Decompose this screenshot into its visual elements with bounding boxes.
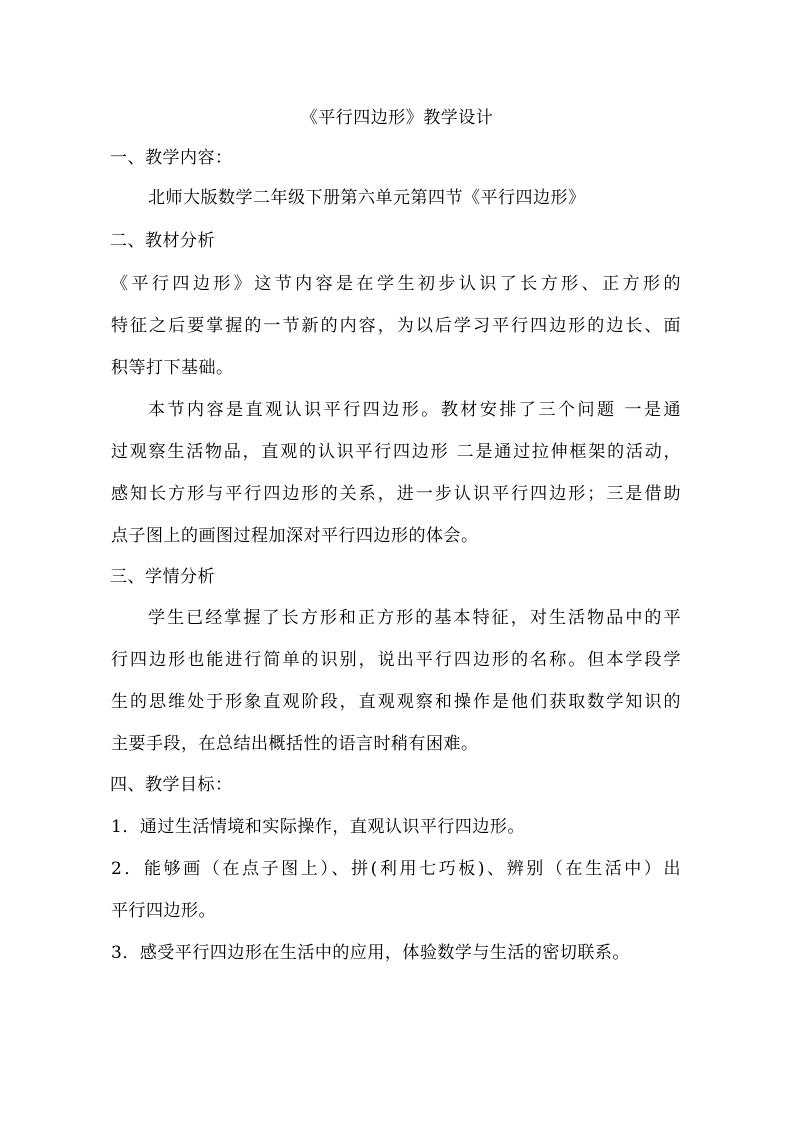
goal-item: 3．感受平行四边形在生活中的应用，体验数学与生活的密切联系。 — [111, 943, 630, 963]
goal-item: 2．能够画（在点子图上）、拼(利用七巧板)、辨别（在生活中）出 — [111, 859, 681, 879]
section-heading-teaching-goals: 四、教学目标： — [110, 775, 233, 795]
paragraph-line: 主要手段，在总结出概括性的语言时稍有困难。 — [111, 734, 479, 754]
paragraph-line: 生的思维处于形象直观阶段，直观观察和操作是他们获取数学知识的 — [111, 692, 681, 712]
goal-item: 1．通过生活情境和实际操作，直观认识平行四边形。 — [111, 817, 525, 837]
paragraph-line: 《平行四边形》这节内容是在学生初步认识了长方形、正方形的 — [111, 274, 681, 294]
paragraph-line: 行四边形也能进行简单的识别，说出平行四边形的名称。但本学段学 — [111, 650, 681, 670]
paragraph-line: 积等打下基础。 — [111, 358, 234, 378]
paragraph-line: 点子图上的画图过程加深对平行四边形的体会。 — [111, 526, 479, 546]
paragraph-line: 北师大版数学二年级下册第六单元第四节《平行四边形》 — [148, 188, 586, 208]
goal-item-continuation: 平行四边形。 — [111, 901, 216, 921]
paragraph-line: 过观察生活物品，直观的认识平行四边形 二是通过拉伸框架的活动， — [111, 442, 681, 462]
document-title: 《平行四边形》教学设计 — [300, 108, 494, 128]
paragraph-line: 本节内容是直观认识平行四边形。教材安排了三个问题 一是通 — [148, 400, 681, 420]
section-heading-learning-analysis: 三、学情分析 — [110, 567, 215, 587]
paragraph-line: 感知长方形与平行四边形的关系，进一步认识平行四边形；三是借助 — [111, 484, 681, 504]
section-heading-teaching-content: 一、教学内容： — [110, 148, 233, 168]
paragraph-line: 学生已经掌握了长方形和正方形的基本特征，对生活物品中的平 — [148, 608, 681, 628]
section-heading-material-analysis: 二、教材分析 — [110, 231, 215, 251]
paragraph-line: 特征之后要掌握的一节新的内容，为以后学习平行四边形的边长、面 — [111, 316, 681, 336]
